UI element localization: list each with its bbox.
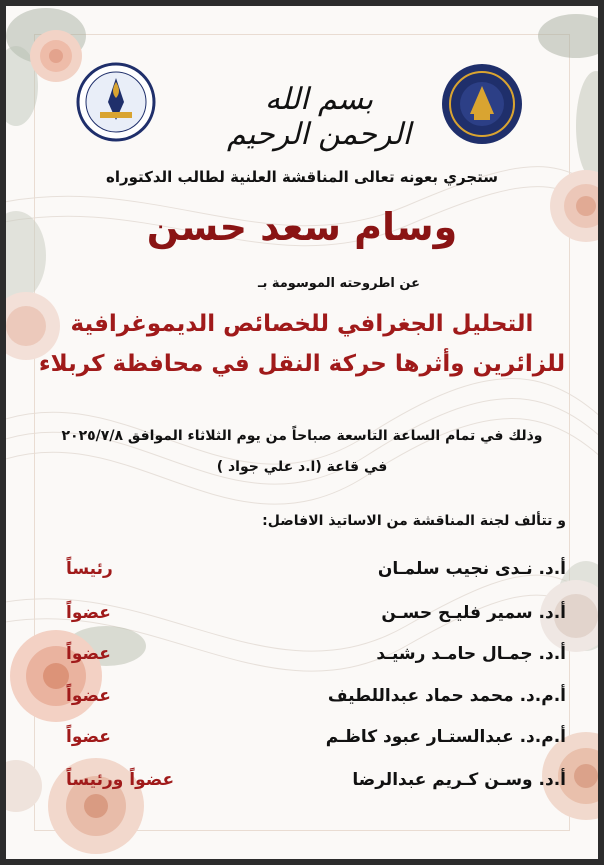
committee-member-row [66, 770, 566, 800]
member-role: عضواً [66, 603, 111, 623]
member-role: عضواً [66, 727, 111, 747]
announcement-intro: ستجري بعونه تعالى المناقشة العلنية لطالب الدكتوراه [105, 168, 499, 186]
right-university-logo [440, 62, 524, 146]
committee-member-row [66, 603, 566, 633]
committee-member-row [66, 686, 566, 716]
committee-intro: و تتألف لجنة المناقشة من الاساتيذ الافاضل: [262, 513, 566, 529]
member-role: عضواً ورئيساً [66, 770, 175, 790]
left-university-logo [76, 62, 156, 142]
member-role: رئيساً [66, 559, 113, 579]
thesis-intro: عن اطروحته الموسومة بـ [258, 276, 420, 291]
committee-member-row [66, 644, 566, 674]
member-name: أ.م.د. محمد حماد عبداللطيف [327, 686, 566, 706]
member-name: أ.م.د. عبدالستـار عبود كاظـم [325, 727, 566, 747]
committee-member-row [66, 559, 566, 589]
basmala-calligraphy: بسم الله الرحمن الرحيم [227, 82, 411, 152]
member-name: أ.د. وسـن كـريم عبدالرضا [352, 770, 566, 790]
member-name: أ.د. نـدى نجيب سلمـان [377, 559, 566, 579]
member-role: عضواً [66, 644, 111, 664]
member-role: عضواً [66, 686, 111, 706]
committee-member-row [66, 727, 566, 757]
schedule-hall: في قاعة (ا.د علي جواد ) [216, 459, 388, 475]
thesis-title-line1: التحليل الجغرافي للخصائص الديموغرافية [70, 311, 534, 337]
thesis-title-line2: للزائرين وأثرها حركة النقل في محافظة كربلاء [38, 351, 566, 377]
member-name: أ.د. سمير فليـح حسـن [381, 603, 566, 623]
schedule-time: وذلك في تمام الساعة التاسعة صباحاً من يوم الثلاثاء الموافق ٢٠٢٥/٧/٨ [61, 428, 543, 444]
candidate-name: وسام سعد حسن [146, 205, 458, 249]
member-name: أ.د. جمـال حامـد رشيـد [376, 644, 566, 664]
